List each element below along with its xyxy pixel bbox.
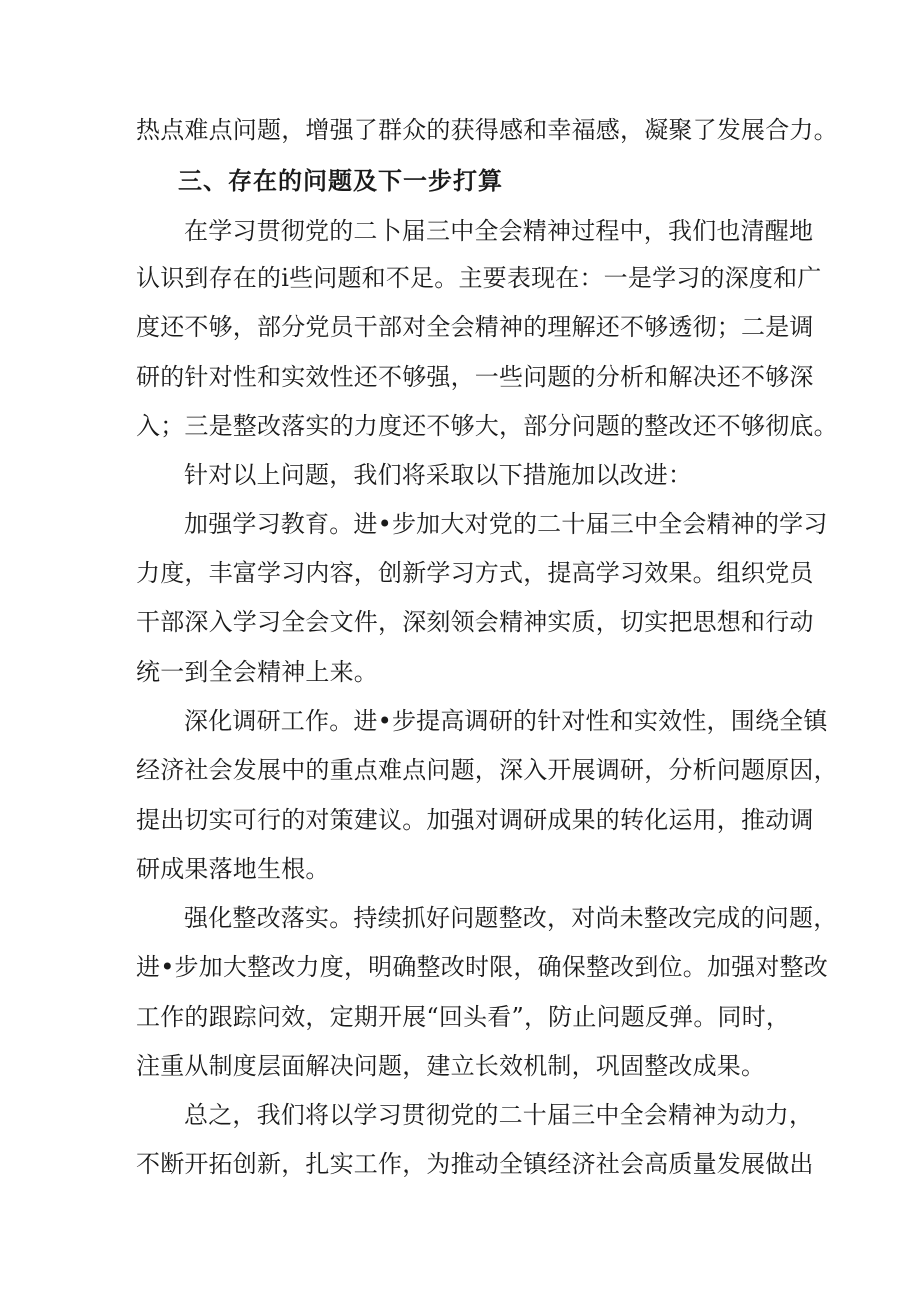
text-line: 入；三是整改落实的力度还不够大，部分问题的整改还不够彻底。	[136, 412, 838, 440]
text-line: 深化调研工作。进•步提高调研的针对性和实效性，围绕全镇	[184, 707, 828, 735]
text-line: 针对以上问题，我们将采取以下措施加以改进：	[184, 461, 693, 489]
text-line: 在学习贯彻党的二卜届三中全会精神过程中，我们也清醒地	[184, 217, 814, 245]
text-line: 经济社会发展中的重点难点问题，深入开展调研，分析问题原因，	[136, 756, 838, 784]
text-line: 干部深入学习全会文件，深刻领会精神实质，切实把思想和行动	[136, 608, 814, 636]
section-heading: 三、存在的问题及下一步打算	[178, 167, 503, 195]
text-line: 加强学习教育。进•步加大对党的二十届三中全会精神的学习	[184, 510, 828, 538]
text-line: 进•步加大整改力度，明确整改时限，确保整改到位。加强对整改	[136, 953, 828, 981]
text-line: 总之，我们将以学习贯彻党的二十届三中全会精神为动力，	[184, 1101, 814, 1129]
text-line: 强化整改落实。持续抓好问题整改，对尚未整改完成的问题，	[184, 904, 838, 932]
text-line: 工作的跟踪问效，定期开展“回头看”，防止问题反弹。同时，	[136, 1003, 791, 1031]
text-line: 统一到全会精神上来。	[136, 658, 378, 686]
text-line: 认识到存在的i些问题和不足。主要表现在：一是学习的深度和广	[136, 264, 822, 292]
text-line: 研的针对性和实效性还不够强，一些问题的分析和解决还不够深	[136, 363, 814, 391]
text-line: 不断开拓创新，扎实工作，为推动全镇经济社会高质量发展做出	[136, 1150, 814, 1178]
text-line: 力度，丰富学习内容，创新学习方式，提高学习效果。组织党员	[136, 559, 814, 587]
text-line: 度还不够，部分党员干部对全会精神的理解还不够透彻；二是调	[136, 313, 814, 341]
text-line: 注重从制度层面解决问题，建立长效机制，巩固整改成果。	[136, 1052, 766, 1080]
text-line: 提出切实可行的对策建议。加强对调研成果的转化运用，推动调	[136, 806, 814, 834]
text-line: 研成果落地生根。	[136, 855, 330, 883]
text-line: 热点难点问题，增强了群众的获得感和幸福感，凝聚了发展合力。	[136, 116, 838, 144]
